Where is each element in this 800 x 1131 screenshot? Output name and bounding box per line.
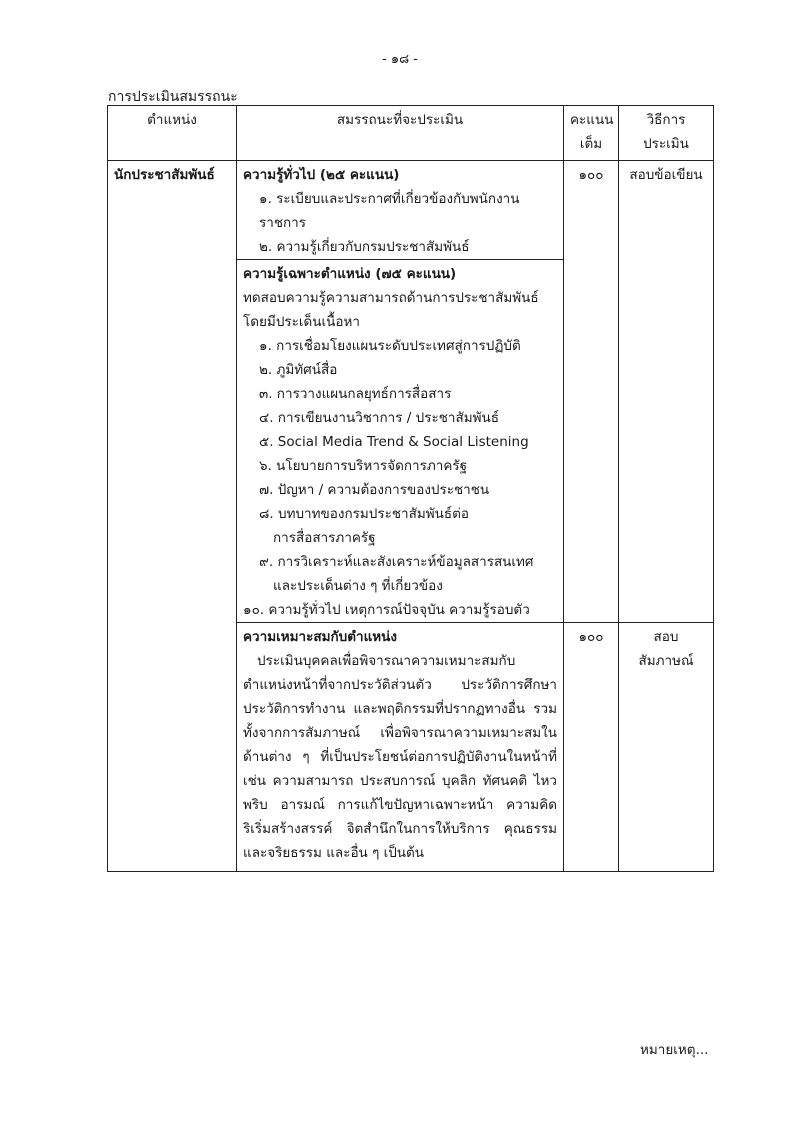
table-row [108, 161, 714, 260]
general-knowledge-cell [237, 161, 564, 260]
list-item: ๑. การเชื่อมโยงแผนระดับประเทศสู่การปฏิบัติ [259, 338, 521, 354]
header-method [619, 106, 714, 161]
list-item: ๔. การเขียนงานวิชาการ / ประชาสัมพันธ์ [259, 410, 499, 426]
header-method-line2: ประเมิน [643, 136, 689, 152]
section-title: การประเมินสมรรถนะ [108, 89, 238, 105]
list-item: ๒. ความรู้เกี่ยวกับกรมประชาสัมพันธ์ [259, 239, 470, 255]
list-item: ๘. บทบาทของกรมประชาสัมพันธ์ต่อ [259, 506, 469, 522]
interview-method-line2: สัมภาษณ์ [638, 653, 694, 669]
list-item-continuation: การสื่อสารภาครัฐ [273, 530, 376, 546]
header-method-line1: วิธีการ [646, 112, 686, 128]
header-full-score-line2: เต็ม [579, 136, 603, 152]
page-number: - ๑๘ - [382, 52, 418, 67]
position-cell: นักประชาสัมพันธ์ [108, 161, 237, 872]
suitability-heading: ความเหมาะสมกับตำแหน่ง [243, 629, 397, 645]
written-method-cell: สอบข้อเขียน [619, 161, 714, 623]
list-item: ๑. ระเบียบและประกาศที่เกี่ยวข้องกับพนักงานราชการ [259, 191, 520, 231]
footer-note: หมายเหตุ... [640, 1042, 709, 1058]
header-position: ตำแหน่ง [108, 106, 237, 161]
written-score-cell: ๑๐๐ [564, 161, 619, 623]
list-item: ๙. การวิเคราะห์และสังเคราะห์ข้อมูลสารสนเทศ [259, 554, 534, 570]
specific-knowledge-cell [237, 260, 564, 623]
specific-heading: ความรู้เฉพาะตำแหน่ง (๗๕ คะแนน) [243, 266, 457, 282]
list-item: ๑๐. ความรู้ทั่วไป เหตุการณ์ปัจจุบัน ความรู้รอบตัว [243, 602, 530, 618]
header-competency: สมรรถนะที่จะประเมิน [237, 106, 564, 161]
list-item: ๖. นโยบายการบริหารจัดการภาครัฐ [259, 458, 468, 474]
specific-intro: ทดสอบความรู้ความสามารถด้านการประชาสัมพันธ์ โดยมีประเด็นเนื้อหา [243, 290, 539, 330]
list-item: ๕. Social Media Trend & Social Listening [259, 434, 529, 450]
header-full-score-line1: คะแนน [570, 112, 614, 128]
list-item: ๒. ภูมิทัศน์สื่อ [259, 362, 338, 378]
interview-method-line1: สอบ [653, 629, 679, 645]
general-heading: ความรู้ทั่วไป (๒๕ คะแนน) [243, 167, 400, 183]
list-item: ๓. การวางแผนกลยุทธ์การสื่อสาร [259, 386, 452, 402]
list-item-continuation: และประเด็นต่าง ๆ ที่เกี่ยวข้อง [273, 578, 443, 594]
interview-score-cell: ๑๐๐ [564, 623, 619, 872]
suitability-text: ประเมินบุคคลเพื่อพิจารณาความเหมาะสมกับตำแหน่งหน้าที่จากประวัติส่วนตัว ประวัติการศึกษา ประวัติการทำงาน และพฤติกรรมที่ปรากฏทางอื่น รวมทั้งจากการสัมภาษณ์ เพื่อพิจารณาความเหมาะสมในด้านต่าง ๆ ที่เป็นประโยชน์ต่อการปฏิบัติงานในหน้าที่ เช่น ความสามารถ ประสบการณ์ บุคลิก ทัศนคติ ไหวพริบ อารมณ์ การแก้ไขปัญหาเฉพาะหน้า ความคิดริเริ่มสร้างสรรค์ จิตสำนึกในการให้บริการ คุณธรรมและจริยธรรม และอื่น ๆ เป็นต้น [243, 653, 557, 861]
competency-table [107, 105, 714, 872]
table-header-row [108, 106, 714, 161]
suitability-cell [237, 623, 564, 872]
interview-method-cell [619, 623, 714, 872]
list-item: ๗. ปัญหา / ความต้องการของประชาชน [259, 482, 490, 498]
header-full-score [564, 106, 619, 161]
